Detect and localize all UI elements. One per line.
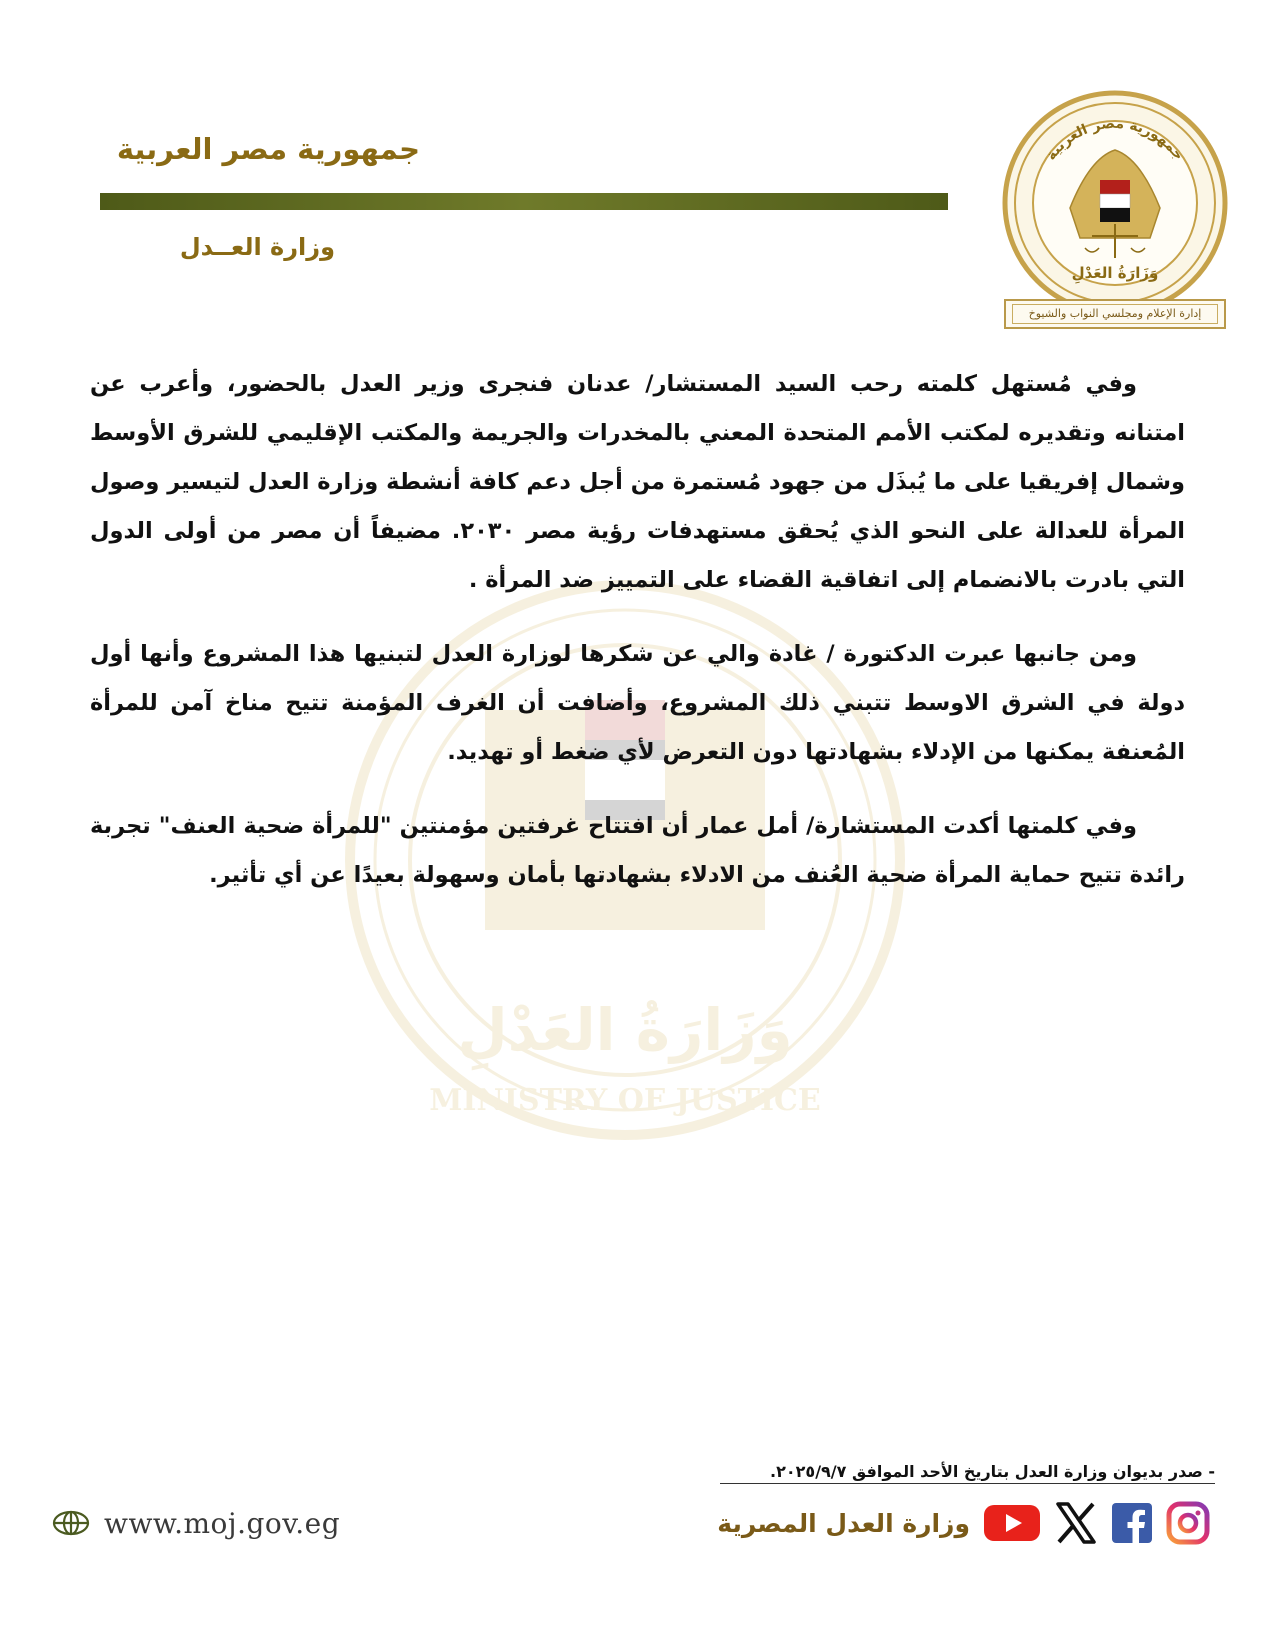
department-label: إدارة الإعلام ومجلسي النواب والشيوخ [1012, 304, 1218, 324]
body-paragraph-1: وفي مُستهل كلمته رحب السيد المستشار/ عدنان فنجرى وزير العدل بالحضور، وأعرب عن امتنانه وتقديره لمكتب الأمم المتحدة المعني بالمخدرات والجريمة والمكتب الإقليمي للشرق الأوسط وشمال إفريقيا على ما يُبذَل من جهود مُستمرة من أجل دعم كافة أنشطة وزارة العدل لتيسير وصول المرأة للعدالة على النحو الذي يُحقق مستهدفات رؤية مصر ٢٠٣٠. مضيفاً أن مصر من أولى الدول التي بادرت بالانضمام إلى اتفاقية القضاء على التمييز ضد المرأة . [90, 371, 1185, 593]
watermark-arabic: وَزَارَةُ العَدْلِ [457, 996, 793, 1064]
issued-date-note: - صدر بديوان وزارة العدل بتاريخ الأحد الموافق ٢٠٢٥/٩/٧. [720, 1462, 1215, 1484]
facebook-icon[interactable] [1112, 1503, 1152, 1543]
ministry-seal-logo [1000, 88, 1230, 318]
watermark-english: MINISTRY OF JUSTICE [429, 1083, 821, 1118]
globe-icon [52, 1510, 90, 1536]
social-links [700, 1498, 1210, 1548]
country-title: جمهورية مصر العربية [116, 132, 420, 166]
ministry-title: وزارة العــدل [179, 233, 335, 261]
department-label-box [1004, 299, 1226, 329]
x-icon[interactable] [1054, 1501, 1098, 1545]
body-paragraph-3: وفي كلمتها أكدت المستشارة/ أمل عمار أن افتتاح غرفتين مؤمنتين "للمرأة ضحية العنف" تجربة رائدة تتيح حماية المرأة ضحية العُنف من الادلاء بشهادتها بأمان وسهولة بعيدًا عن أي تأثير. [90, 813, 1185, 888]
header-divider [100, 193, 948, 210]
youtube-icon[interactable] [984, 1503, 1040, 1543]
seal-ring-text: جمهورية مصر العربية [1043, 115, 1187, 164]
body-paragraph-2: ومن جانبها عبرت الدكتورة / غادة والي عن شكرها لوزارة العدل لتبنيها هذا المشروع وأنها أول دولة في الشرق الاوسط تتبني ذلك المشروع، وأضافت أن الغرف المؤمنة تتيح مناخ آمن للمرأة المُعنفة يمكنها من الإدلاء بشهادتها دون التعرض لأي ضغط أو تهديد. [90, 641, 1185, 765]
website-link[interactable]: www.moj.gov.eg [104, 1506, 341, 1540]
seal-bottom-text: وَزَارَةُ العَدْلِ [1071, 264, 1159, 282]
instagram-icon[interactable] [1166, 1501, 1210, 1545]
social-account-name: وزارة العدل المصرية [717, 1508, 970, 1538]
press-release-body [90, 360, 1185, 925]
website-block[interactable] [52, 1503, 340, 1543]
